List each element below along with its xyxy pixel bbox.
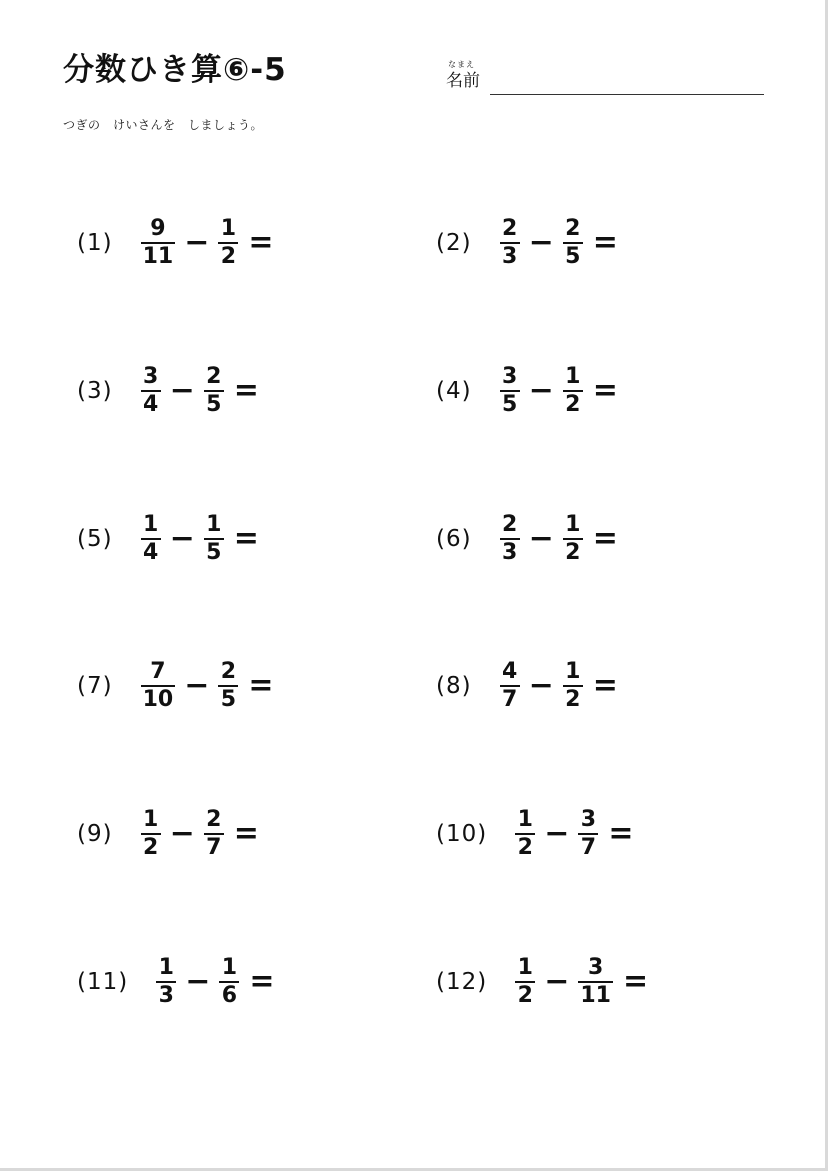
fraction — [141, 513, 161, 565]
problem-8 — [436, 656, 618, 716]
fraction — [578, 808, 598, 860]
problem-4 — [436, 361, 618, 421]
minus-sign: − — [185, 964, 211, 999]
problem-6 — [436, 509, 618, 569]
problem-number: (7) — [77, 673, 113, 699]
numerator: 1 — [517, 955, 533, 980]
problem-number: (8) — [436, 673, 472, 699]
denominator: 11 — [142, 244, 174, 269]
denominator: 11 — [580, 983, 611, 1008]
denominator: 2 — [220, 244, 237, 269]
denominator: 4 — [142, 540, 159, 565]
minus-sign: − — [528, 225, 554, 260]
numerator: 3 — [580, 807, 597, 832]
numerator: 2 — [565, 216, 581, 241]
page-title: 分数ひき算⑥-5 — [63, 52, 287, 88]
denominator: 2 — [565, 540, 581, 565]
fraction — [218, 217, 238, 269]
equals-sign: = — [233, 373, 259, 408]
numerator: 1 — [221, 955, 238, 980]
numerator: 1 — [220, 216, 237, 241]
denominator: 6 — [221, 983, 238, 1008]
fraction — [141, 365, 161, 417]
numerator: 2 — [206, 807, 222, 832]
problem-3 — [77, 361, 259, 421]
problem-number: (1) — [77, 230, 113, 256]
minus-sign: − — [169, 816, 195, 851]
fraction — [218, 660, 238, 712]
fraction — [219, 956, 239, 1008]
denominator: 3 — [501, 244, 518, 269]
equals-sign: = — [233, 521, 259, 556]
equals-sign: = — [249, 964, 275, 999]
denominator: 5 — [501, 392, 518, 417]
problem-1 — [77, 213, 274, 273]
name-field — [446, 60, 766, 96]
minus-sign: − — [169, 373, 195, 408]
denominator: 2 — [565, 392, 581, 417]
denominator: 7 — [580, 835, 597, 860]
denominator: 7 — [206, 835, 222, 860]
problem-number: (2) — [436, 230, 472, 256]
equals-sign: = — [592, 225, 618, 260]
fraction — [204, 365, 224, 417]
problem-7 — [77, 656, 274, 716]
equals-sign: = — [592, 373, 618, 408]
numerator: 1 — [565, 512, 581, 537]
problem-9 — [77, 804, 259, 864]
fraction — [578, 956, 613, 1008]
problem-number: (10) — [436, 821, 488, 847]
fraction — [563, 660, 583, 712]
equals-sign: = — [622, 964, 649, 999]
fraction — [500, 513, 520, 565]
numerator: 2 — [501, 512, 518, 537]
numerator: 7 — [150, 659, 166, 684]
problem-12 — [436, 952, 648, 1012]
numerator: 2 — [220, 659, 237, 684]
fraction — [515, 956, 535, 1008]
name-input-line[interactable] — [490, 94, 764, 95]
denominator: 2 — [517, 983, 533, 1008]
numerator: 1 — [206, 512, 222, 537]
denominator: 4 — [142, 392, 159, 417]
fraction — [500, 217, 520, 269]
equals-sign: = — [608, 816, 634, 851]
minus-sign: − — [544, 964, 570, 999]
numerator: 9 — [150, 216, 166, 241]
minus-sign: − — [528, 668, 554, 703]
fraction — [204, 513, 224, 565]
name-label: 名前 — [446, 71, 480, 91]
numerator: 3 — [142, 364, 159, 389]
problem-10 — [436, 804, 634, 864]
numerator: 1 — [142, 807, 159, 832]
minus-sign: − — [169, 521, 195, 556]
numerator: 1 — [565, 364, 581, 389]
denominator: 2 — [565, 687, 581, 712]
minus-sign: − — [544, 816, 570, 851]
numerator: 3 — [588, 955, 604, 980]
numerator: 4 — [501, 659, 518, 684]
fraction — [204, 808, 224, 860]
numerator: 3 — [501, 364, 518, 389]
denominator: 3 — [501, 540, 518, 565]
problem-2 — [436, 213, 618, 273]
name-ruby: なまえ — [448, 60, 475, 69]
fraction — [500, 660, 520, 712]
problem-number: (12) — [436, 969, 488, 995]
equals-sign: = — [248, 668, 274, 703]
problem-number: (6) — [436, 526, 472, 552]
fraction — [141, 217, 176, 269]
denominator: 5 — [220, 687, 237, 712]
instruction-text: つぎの けいさんを しましょう。 — [63, 118, 264, 132]
minus-sign: − — [184, 225, 210, 260]
fraction — [141, 660, 176, 712]
denominator: 5 — [565, 244, 581, 269]
problem-number: (9) — [77, 821, 113, 847]
fraction — [563, 217, 583, 269]
fraction — [141, 808, 161, 860]
denominator: 5 — [206, 540, 222, 565]
numerator: 2 — [501, 216, 518, 241]
numerator: 1 — [142, 512, 159, 537]
denominator: 2 — [517, 835, 533, 860]
equals-sign: = — [248, 225, 274, 260]
fraction — [156, 956, 176, 1008]
denominator: 3 — [158, 983, 174, 1008]
minus-sign: − — [528, 521, 554, 556]
numerator: 1 — [565, 659, 581, 684]
numerator: 2 — [206, 364, 222, 389]
equals-sign: = — [592, 521, 618, 556]
fraction — [563, 513, 583, 565]
problem-11 — [77, 952, 275, 1012]
problem-number: (11) — [77, 969, 129, 995]
problem-number: (4) — [436, 378, 472, 404]
denominator: 10 — [142, 687, 174, 712]
numerator: 1 — [517, 807, 533, 832]
problem-5 — [77, 509, 259, 569]
denominator: 7 — [501, 687, 518, 712]
fraction — [500, 365, 520, 417]
denominator: 2 — [142, 835, 159, 860]
minus-sign: − — [528, 373, 554, 408]
minus-sign: − — [184, 668, 210, 703]
fraction — [563, 365, 583, 417]
numerator: 1 — [158, 955, 174, 980]
equals-sign: = — [592, 668, 618, 703]
equals-sign: = — [233, 816, 259, 851]
problem-number: (5) — [77, 526, 113, 552]
fraction — [515, 808, 535, 860]
problem-number: (3) — [77, 378, 113, 404]
denominator: 5 — [206, 392, 222, 417]
